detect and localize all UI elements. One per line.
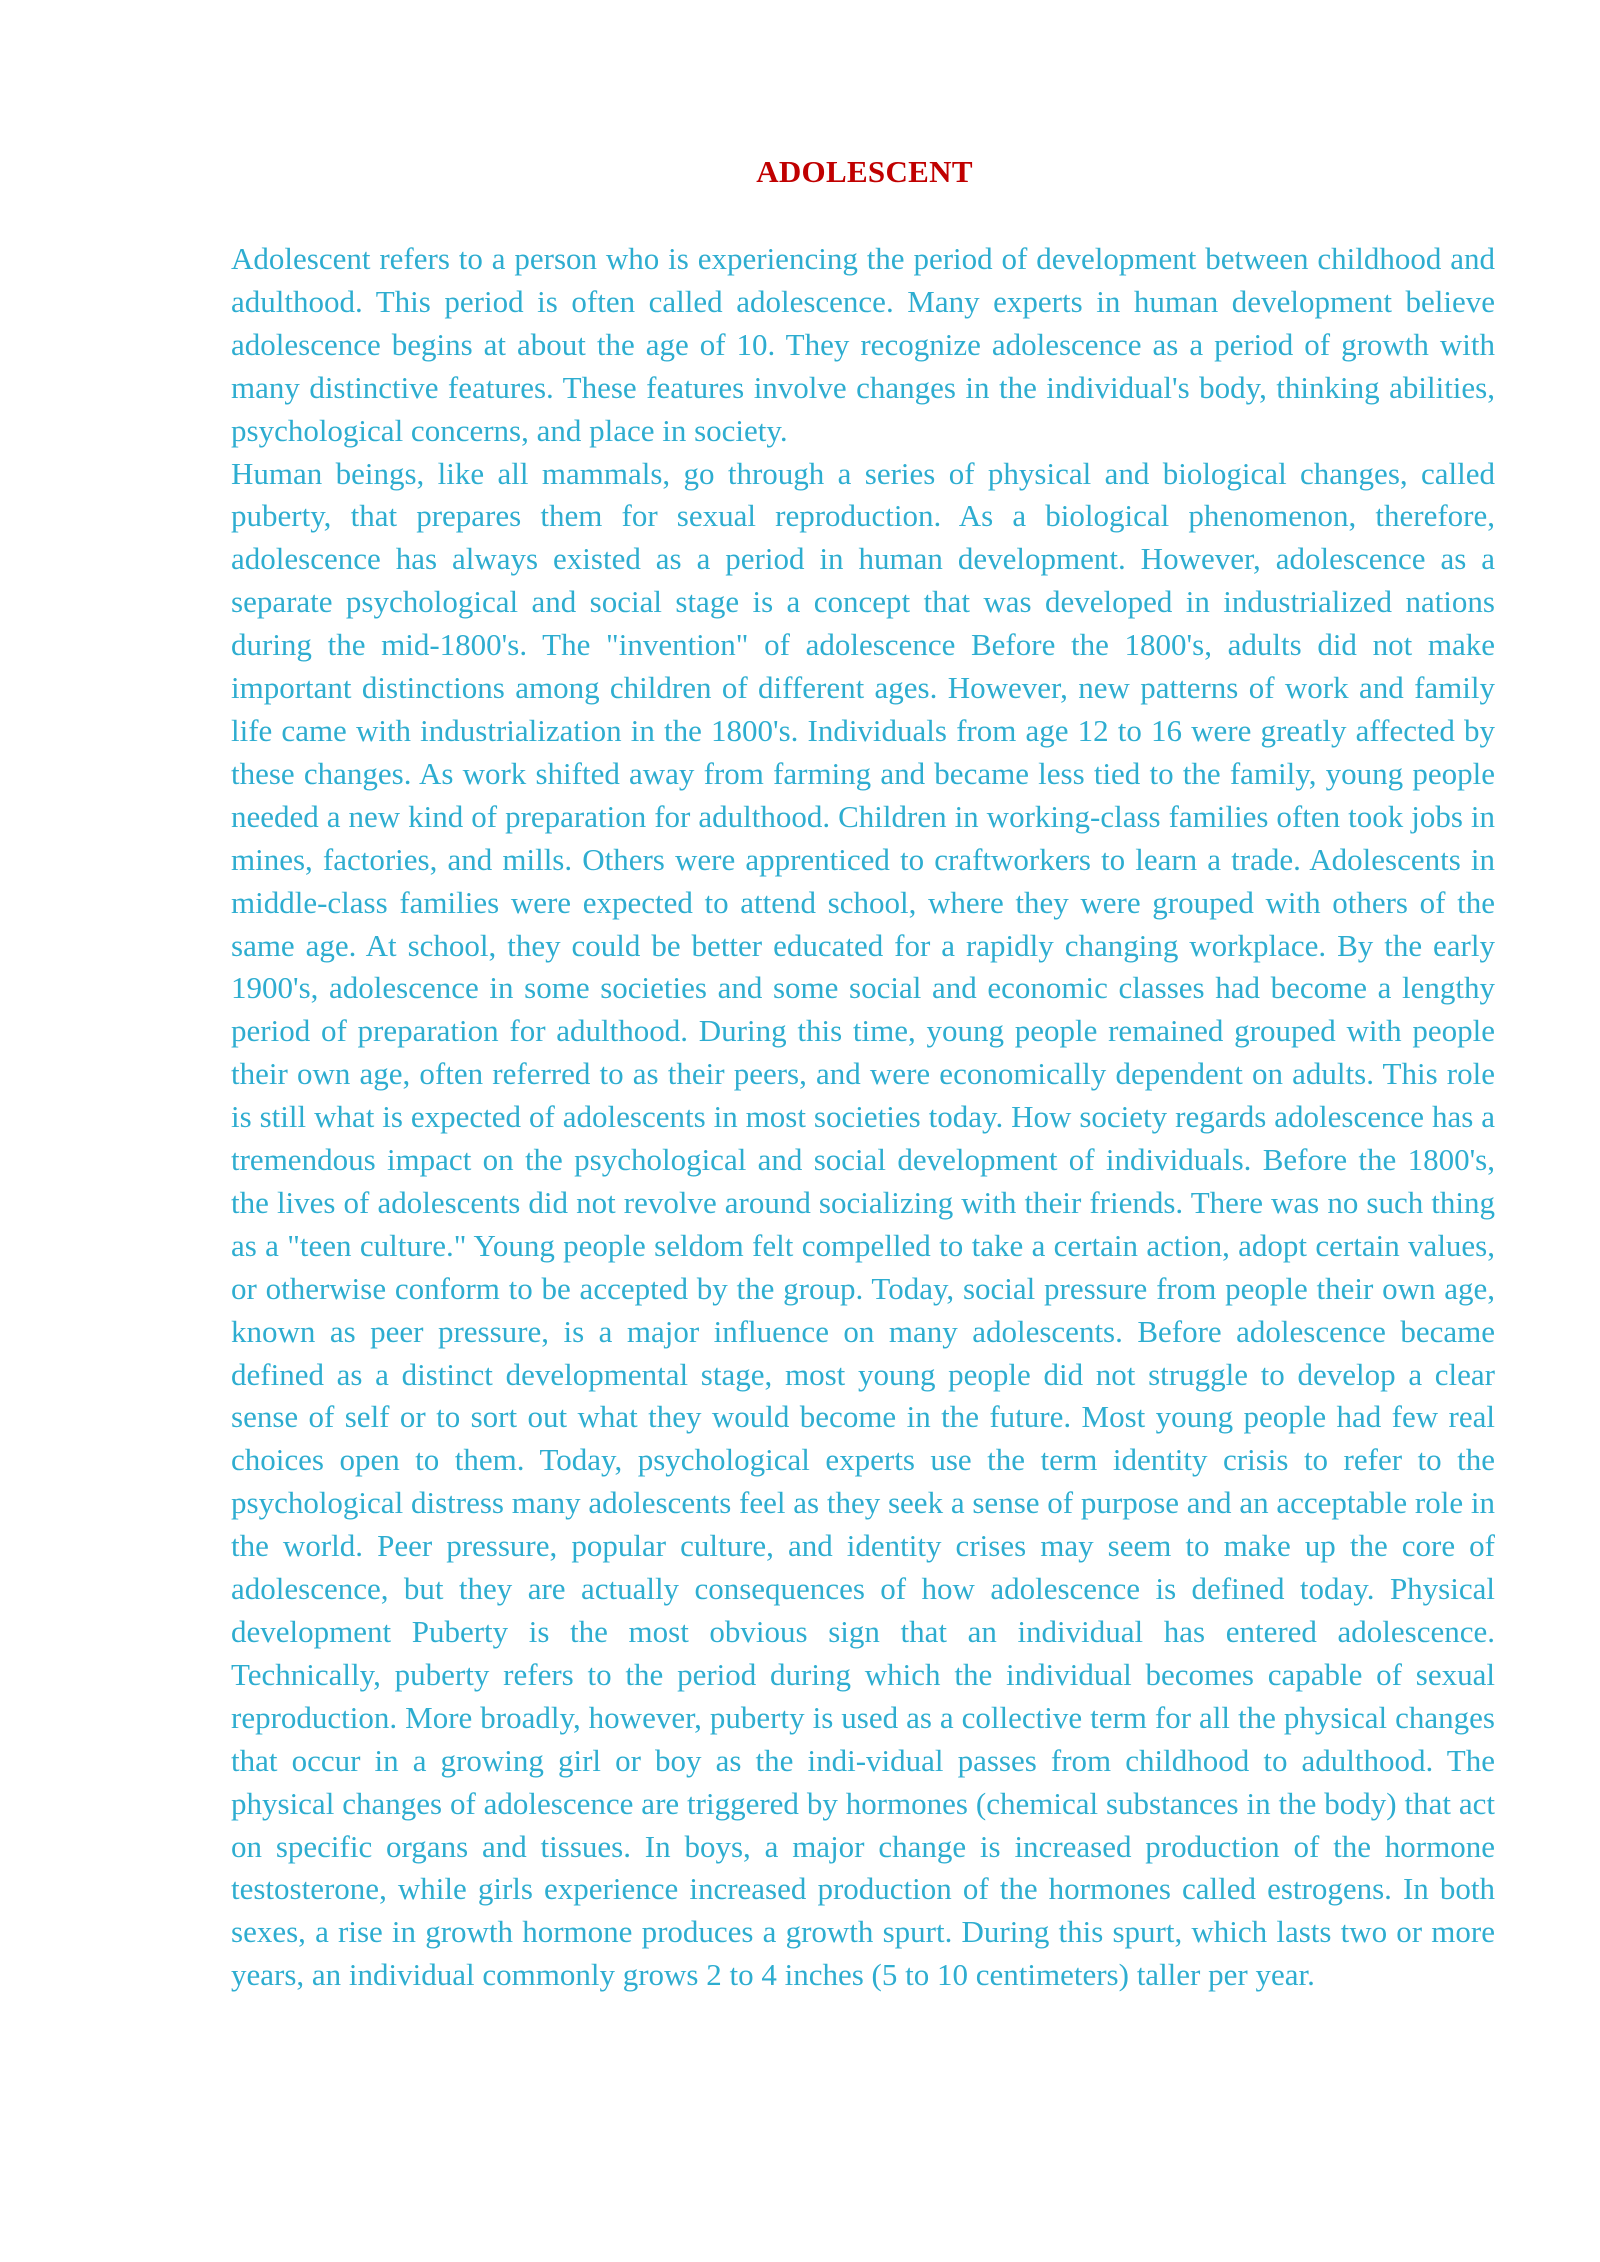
paragraph-intro: Adolescent refers to a person who is experiencing the period of development between childhood and adulthood. This period is often called adolescence. Many experts in human development believe adolescence begins at about the age of 10. They recognize adolescence as a period of growth with many distinctive features. These features involve changes in the individual's body, thinking abilities, psychological concerns, and place in society.	[231, 241, 1495, 448]
document-body	[231, 238, 1495, 1997]
paragraph-main: Human beings, like all mammals, go through a series of physical and biological changes, called puberty, that prepares them for sexual reproduction. As a biological phenomenon, therefore, adolescence has always existed as a period in human development. However, adolescence as a separate psychological and social stage is a concept that was developed in industrialized nations during the mid-1800's. The "invention" of adolescence Before the 1800's, adults did not make important distinctions among children of different ages. However, new patterns of work and family life came with industrialization in the 1800's. Individuals from age 12 to 16 were greatly affected by these changes. As work shifted away from farming and became less tied to the family, young people needed a new kind of preparation for adulthood. Children in working-class families often took jobs in mines, factories, and mills. Others were apprenticed to craftworkers to learn a trade. Adolescents in middle-class families were expected to attend school, where they were grouped with others of the same age. At school, they could be better educated for a rapidly changing workplace. By the early 1900's, adolescence in some societies and some social and economic classes had become a lengthy period of preparation for adulthood. During this time, young people remained grouped with people their own age, often referred to as their peers, and were economically dependent on adults. This role is still what is expected of adolescents in most societies today. How society regards adolescence has a tremendous impact on the psychological and social development of individuals. Before the 1800's, the lives of adolescents did not revolve around socializing with their friends. There was no such thing as a "teen culture." Young people seldom felt compelled to take a certain action, adopt certain values, or otherwise conform to be accepted by the group. Today, social pressure from people their own age, known as peer pressure, is a major influence on many adolescents. Before adolescence became defined as a distinct developmental stage, most young people did not struggle to develop a clear sense of self or to sort out what they would become in the future. Most young people had few real choices open to them. Today, psychological experts use the term identity crisis to refer to the psychological distress many adolescents feel as they seek a sense of purpose and an acceptable role in the world. Peer pressure, popular culture, and identity crises may seem to make up the core of adolescence, but they are actually consequences of how adolescence is defined today. Physical development Puberty is the most obvious sign that an individual has entered adolescence. Technically, puberty refers to the period during which the individual becomes capable of sexual reproduction. More broadly, however, puberty is used as a collective term for all the physical changes that occur in a growing girl or boy as the indi-vidual passes from childhood to adulthood. The physical changes of adolescence are triggered by hormones (chemical substances in the body) that act on specific organs and tissues. In boys, a major change is increased production of the hormone testosterone, while girls experience increased production of the hormones called estrogens. In both sexes, a rise in growth hormone produces a growth spurt. During this spurt, which lasts two or more years, an individual commonly grows 2 to 4 inches (5 to 10 centimeters) taller per year.	[231, 455, 1495, 1993]
document-title: ADOLESCENT	[756, 154, 973, 189]
